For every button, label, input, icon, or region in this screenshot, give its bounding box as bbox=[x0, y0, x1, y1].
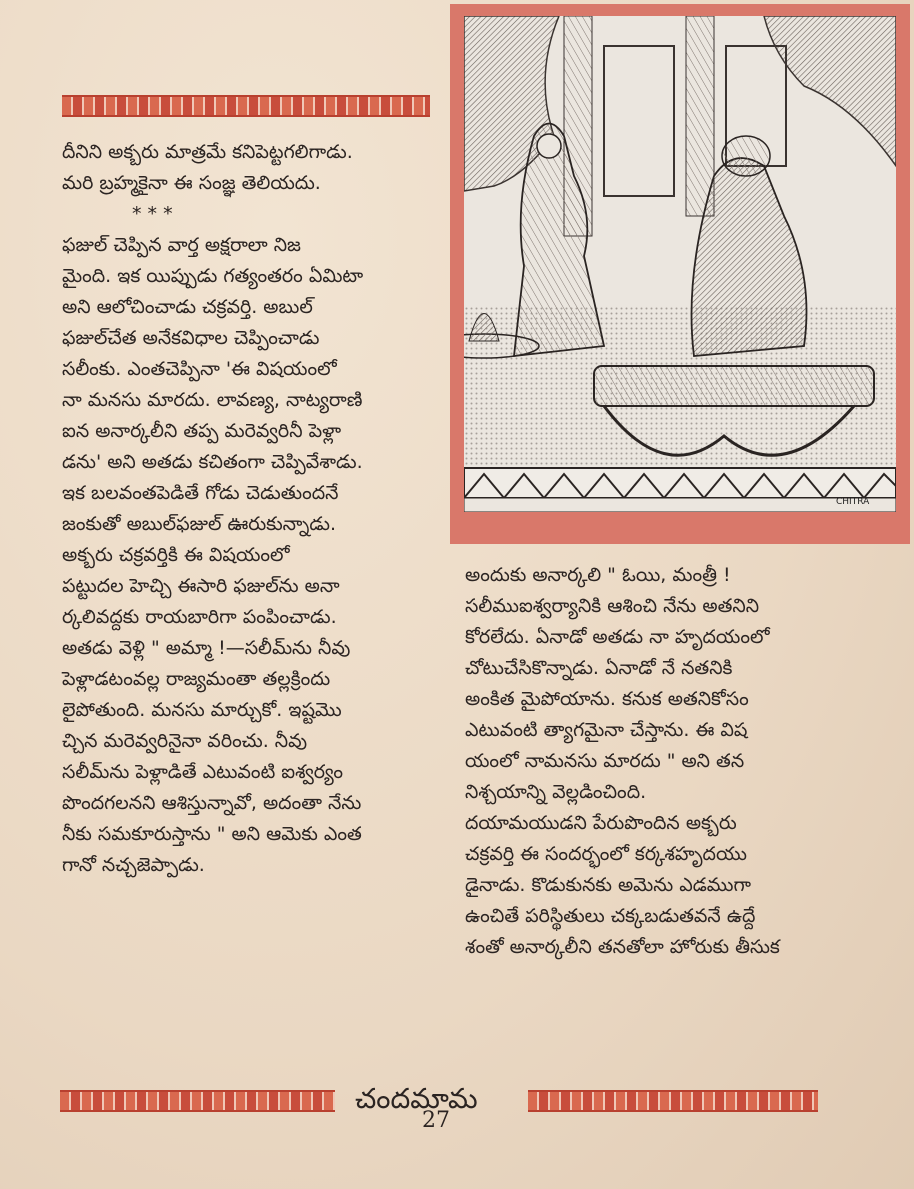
illustrator-signature: CHITRA bbox=[836, 497, 870, 507]
text-line: డను' అని అతడు కచితంగా చెప్పివేశాడు. bbox=[62, 451, 363, 473]
text-line: అందుకు అనార్కలి " ఓయి, మంత్రీ ! bbox=[465, 564, 731, 586]
text-line: మరి బ్రహ్మకైనా ఈ సంజ్ఞ తెలియదు. bbox=[62, 172, 321, 194]
text-line: మైంది. ఇక యిప్పుడు గత్యంతరం ఏమిటా bbox=[62, 265, 364, 287]
text-line: పట్టుదల హెచ్చి ఈసారి ఫజుల్‌ను అనా bbox=[62, 575, 340, 597]
text-line: నా మనసు మారదు. లావణ్య, నాట్యరాణి bbox=[62, 389, 363, 411]
section-separator-stars: * * * bbox=[132, 203, 173, 225]
top-ornament-border bbox=[62, 95, 430, 117]
text-line: డైనాడు. కొడుకునకు అమెను ఎడముగా bbox=[465, 874, 751, 896]
text-line: జంకుతో అబుల్‌ఫజుల్ ఊరుకున్నాడు. bbox=[62, 513, 337, 535]
text-line: ర్కలివద్దకు రాయబారిగా పంపించాడు. bbox=[62, 606, 337, 628]
footer-ornament-right bbox=[528, 1090, 818, 1112]
text-line: అంకిత మైపోయాను. కనుక అతనికోసం bbox=[465, 688, 749, 710]
text-line: లైపోతుంది. మనసు మార్చుకో. ఇష్టమొ bbox=[62, 699, 342, 721]
text-line: నీకు సమకూరుస్తాను " అని ఆమెకు ఎంత bbox=[62, 823, 362, 845]
text-line: పొందగలనని ఆశిస్తున్నావో, అదంతా నేను bbox=[62, 792, 362, 814]
left-text-column bbox=[62, 137, 437, 881]
text-line: దయామయుడని పేరుపొందిన అక్బరు bbox=[465, 812, 737, 834]
text-line: నిశ్చయాన్ని వెల్లడించింది. bbox=[465, 781, 647, 803]
illustration-woman-and-minister-icon bbox=[464, 16, 896, 512]
text-line: ఇక బలవంతపెడితే గోడు చెడుతుందనే bbox=[62, 482, 339, 504]
text-line: ఉంచితే పరిస్థితులు చక్కబడుతవనే ఉద్దే bbox=[465, 905, 756, 927]
text-line: చోటుచేసికొన్నాడు. ఏనాడో నే నతనికి bbox=[465, 657, 733, 679]
text-line: శంతో అనార్కలీని తనతోలా హోరుకు తీసుక bbox=[465, 936, 780, 958]
text-line: అతడు వెళ్లి " అమ్మా !—సలీమ్‌ను నీవు bbox=[62, 637, 351, 659]
page-number: 27 bbox=[422, 1108, 450, 1133]
text-line: సలీమ్‌ను పెళ్లాడితే ఎటువంటి ఐశ్వర్యం bbox=[62, 761, 343, 783]
text-line: ఫజుల్‌చేత అనేకవిధాల చెప్పించాడు bbox=[62, 327, 320, 349]
text-line: యంలో నామనసు మారదు " అని తన bbox=[465, 750, 745, 772]
text-line: చక్రవర్తి ఈ సందర్భంలో కర్కశహృదయు bbox=[465, 843, 747, 865]
text-line: అక్బరు చక్రవర్తికి ఈ విషయంలో bbox=[62, 544, 290, 566]
magazine-name: చందమామ bbox=[355, 1082, 478, 1115]
footer-ornament-left bbox=[60, 1090, 335, 1112]
text-line: ఎటువంటి త్యాగమైనా చేస్తాను. ఈ విష bbox=[465, 719, 748, 741]
text-line: దీనిని అక్బరు మాత్రమే కనిపెట్టగలిగాడు. bbox=[62, 141, 353, 163]
illustration bbox=[464, 16, 896, 512]
text-line: పెళ్లాడటంవల్ల రాజ్యమంతా తల్లక్రిందు bbox=[62, 668, 331, 690]
text-line: ఫజుల్ చెప్పిన వార్త అక్షరాలా నిజ bbox=[62, 234, 301, 256]
text-line: సలీముఐశ్వర్యానికి ఆశించి నేను అతనిని bbox=[465, 595, 760, 617]
text-line: ఐన అనార్కలీని తప్ప మరెవ్వరినీ పెళ్లా bbox=[62, 420, 342, 442]
text-line: గానో నచ్చజెప్పాడు. bbox=[62, 854, 205, 876]
text-line: అని ఆలోచించాడు చక్రవర్తి. అబుల్ bbox=[62, 296, 313, 318]
right-text-column bbox=[465, 560, 895, 963]
text-line: కోరలేదు. ఏనాడో అతడు నా హృదయంలో bbox=[465, 626, 770, 648]
text-line: చ్చిన మరెవ్వరినైనా వరించు. నీవు bbox=[62, 730, 308, 752]
text-line: సలీంకు. ఎంతచెప్పినా 'ఈ విషయంలో bbox=[62, 358, 337, 380]
